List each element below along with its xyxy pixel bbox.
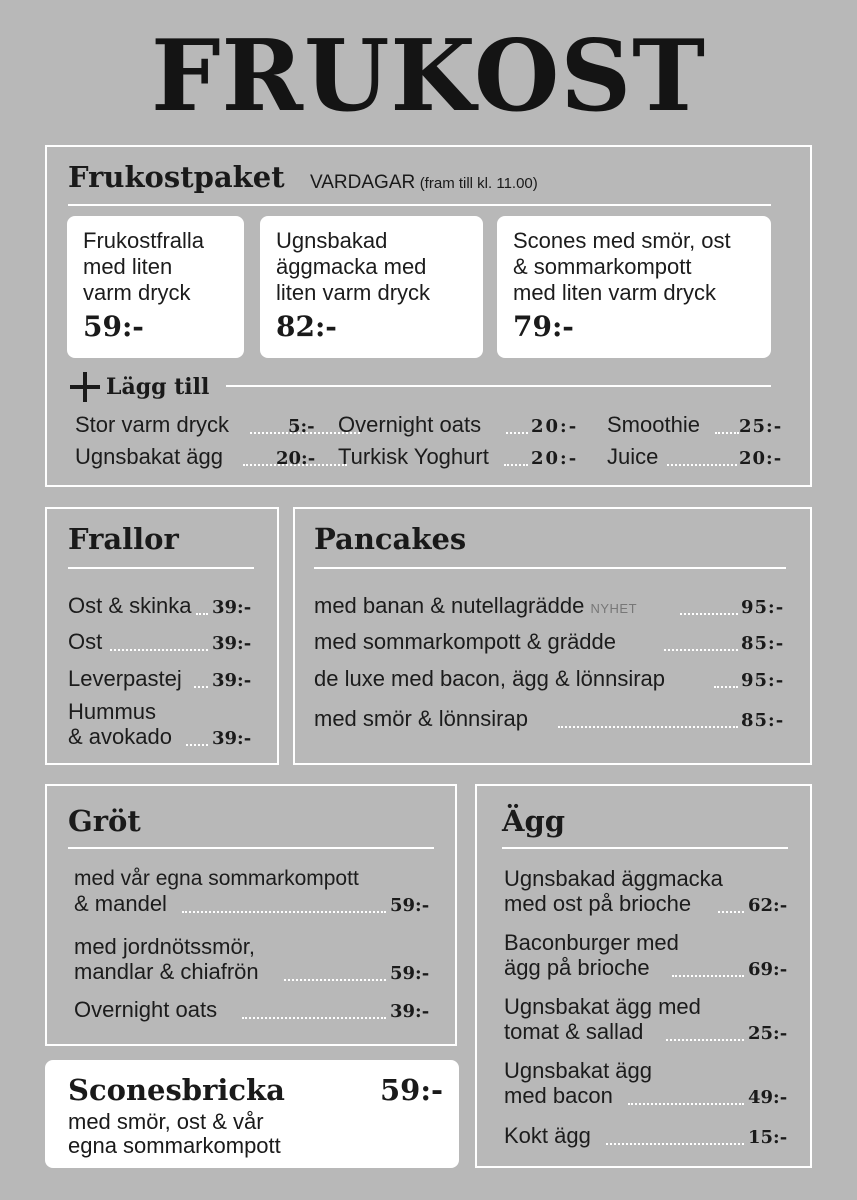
frukostpaket-rule [68,204,771,206]
pancakes-heading: Pancakes [314,522,467,556]
addon-price: 20:- [531,416,579,437]
agg-item: Ugnsbakat ägg med tomat & sallad [504,994,701,1044]
agg-rule [502,847,788,849]
agg-item: Kokt ägg [504,1123,591,1148]
frukostpaket-heading: Frukostpaket [68,160,285,194]
agg-price: 15:- [748,1127,788,1148]
sconesbricka-heading: Sconesbricka [68,1073,285,1107]
sconesbricka-description: med smör, ost & vår egna sommarkompott [68,1109,281,1158]
frukostpaket-subheading: VARDAGAR (fram till kl. 11.00) [310,172,538,193]
grot-item: Overnight oats [74,997,218,1022]
frallor-item: Ost [68,629,103,654]
frallor-price: 39:- [212,728,252,749]
pancakes-price: 95:- [741,670,785,691]
pancakes-item: med smör & lönnsirap [314,706,528,731]
addon-item: Turkisk Yoghurt [338,444,489,469]
new-badge: NYHET [590,601,638,616]
frallor-rule [68,567,254,569]
agg-price: 62:- [748,895,788,916]
frallor-item: Ost & skinka [68,593,192,618]
frallor-price: 39:- [212,670,252,691]
addon-item: Juice [607,444,659,469]
add-on-rule [226,385,771,387]
agg-item: Ugnsbakat ägg med bacon [504,1058,652,1108]
agg-item: Ugnsbakad äggmacka med ost på brioche [504,866,723,916]
package-card-scones [497,216,771,358]
package-card-frukostfralla [67,216,244,358]
frallor-item: Hummus & avokado [68,699,172,749]
grot-rule [68,847,434,849]
package-card-price: 59:- [83,310,144,343]
grot-price: 59:- [390,895,430,916]
frallor-heading: Frallor [68,522,179,556]
addon-price: 20:- [739,448,783,469]
package-card-text: Frukostfralla med liten varm dryck [83,228,205,305]
grot-price: 59:- [390,963,430,984]
frallor-price: 39:- [212,597,252,618]
pancakes-rule [314,567,786,569]
pancakes-price: 85:- [741,710,785,731]
agg-price: 25:- [748,1023,788,1044]
package-card-aggmacka [260,216,483,358]
agg-price: 49:- [748,1087,788,1108]
agg-heading: Ägg [502,804,566,838]
pancakes-item: med sommarkompott & grädde [314,629,617,654]
sconesbricka-price: 59:- [380,1073,444,1107]
agg-item: Baconburger med ägg på brioche [504,930,679,980]
package-card-price: 79:- [513,310,574,343]
package-card-price: 82:- [276,310,337,343]
grot-item: med vår egna sommarkompott & mandel [74,867,359,916]
menu-title: FRUKOST [150,19,707,134]
addon-price: 25:- [739,416,783,437]
pancakes-item: de luxe med bacon, ägg & lönnsirap [314,666,666,691]
grot-price: 39:- [390,1001,430,1022]
addon-price: 5:- [288,416,315,437]
frallor-item: Leverpastej [68,666,182,691]
grot-heading: Gröt [68,804,141,838]
addon-item: Stor varm dryck [75,412,230,437]
frallor-price: 39:- [212,633,252,654]
package-card-text: Scones med smör, ost & sommarkompott med liten varm dryck [513,228,731,305]
pancakes-price: 95:- [741,597,785,618]
pancakes-item: med banan & nutellagrädde NYHET [314,593,638,618]
pancakes-price: 85:- [741,633,785,654]
plus-icon [70,372,100,402]
addon-item: Smoothie [607,412,700,437]
addon-item: Ugnsbakat ägg [75,444,223,469]
addon-price: 20:- [531,448,579,469]
grot-item: med jordnötssmör, mandlar & chiafrön [74,934,259,984]
add-on-label: Lägg till [106,374,210,400]
package-card-text: Ugnsbakad äggmacka med liten varm dryck [276,228,431,305]
agg-price: 69:- [748,959,788,980]
addon-price: 20:- [276,448,316,469]
addon-item: Overnight oats [338,412,482,437]
